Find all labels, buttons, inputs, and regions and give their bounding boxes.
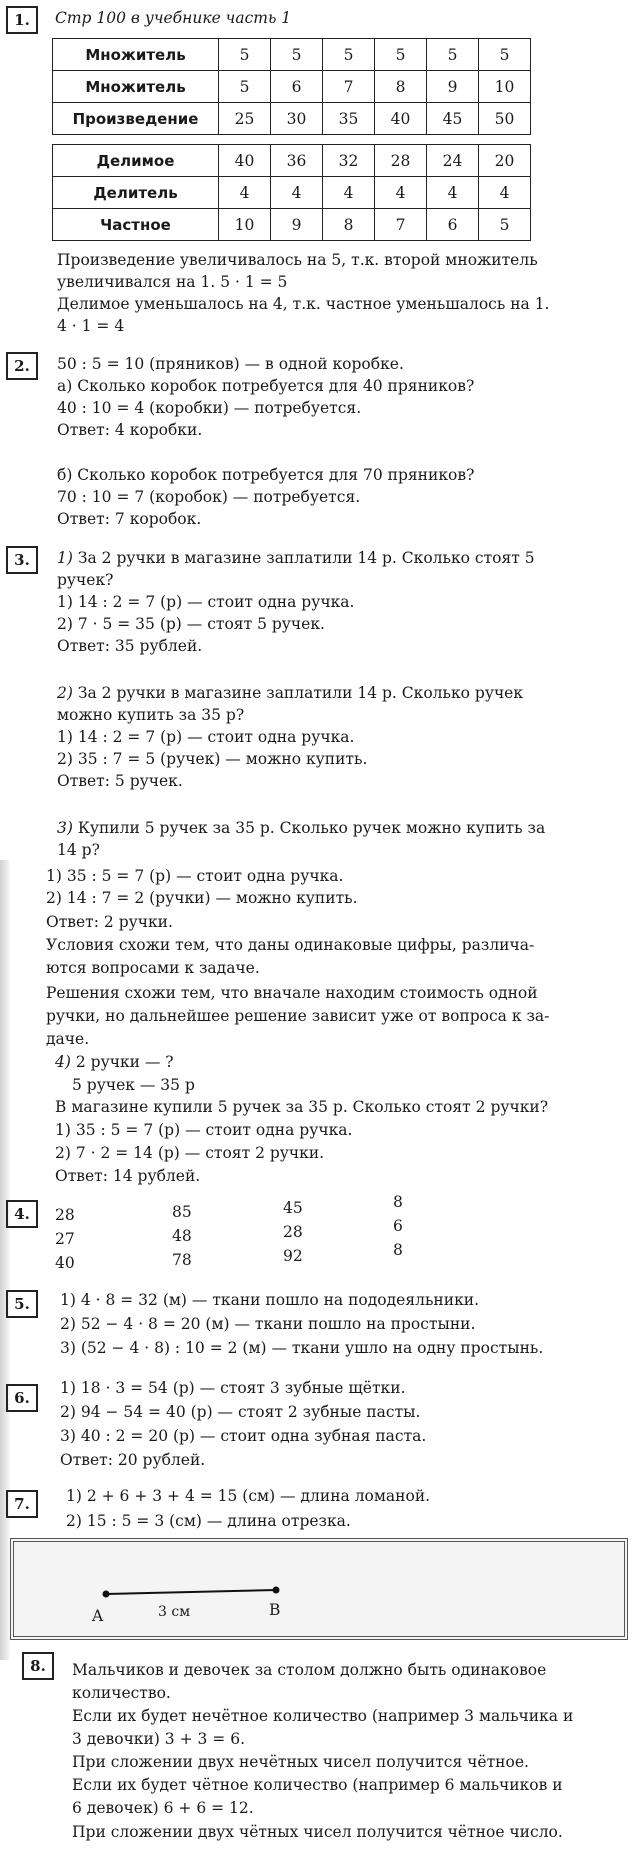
table-cell: 5 xyxy=(219,71,271,103)
text-line: 2) 7 · 2 = 14 (р) — стоят 2 ручки. xyxy=(55,1144,325,1162)
answer-value: 28 xyxy=(55,1206,75,1224)
text-line: ручки, но дальнейшее решение зависит уже от вопроса к за- xyxy=(46,1007,550,1025)
table-cell: 32 xyxy=(323,145,375,177)
text-line: ются вопросами к задаче. xyxy=(46,959,260,977)
answer-value: 78 xyxy=(172,1251,192,1269)
row-label: Множитель xyxy=(53,39,219,71)
table-cell: 36 xyxy=(271,145,323,177)
row-label: Частное xyxy=(53,209,219,241)
answer-value: 85 xyxy=(172,1203,192,1221)
text-line: 1) 4 · 8 = 32 (м) — ткани пошло на пододеяльники. xyxy=(60,1291,480,1309)
text-line: Если их будет нечётное количество (например 3 мальчика и xyxy=(72,1707,574,1725)
text-line: количество. xyxy=(72,1684,171,1702)
row-label: Произведение xyxy=(53,103,219,135)
text-line: Ответ: 5 ручек. xyxy=(57,772,183,790)
table-cell: 50 xyxy=(479,103,531,135)
text-line: Ответ: 4 коробки. xyxy=(57,421,203,439)
text-line: 2) 15 : 5 = 3 (см) — длина отрезка. xyxy=(66,1512,351,1530)
text-line: 2) 7 · 5 = 35 (р) — стоят 5 ручек. xyxy=(57,615,325,633)
text-line: 3) 40 : 2 = 20 (р) — стоит одна зубная паста. xyxy=(60,1427,427,1445)
table-cell: 8 xyxy=(375,71,427,103)
row-label: Делимое xyxy=(53,145,219,177)
table-cell: 28 xyxy=(375,145,427,177)
table-cell: 7 xyxy=(323,71,375,103)
text-line: 1) 2 + 6 + 3 + 4 = 15 (см) — длина ломаной. xyxy=(66,1487,431,1505)
table-cell: 5 xyxy=(479,39,531,71)
text-line: 1) 35 : 5 = 7 (р) — стоит одна ручка. xyxy=(46,867,344,885)
table-cell: 4 xyxy=(271,177,323,209)
text-line: 2) 14 : 7 = 2 (ручки) — можно купить. xyxy=(46,889,358,907)
subtask-marker: 3) xyxy=(57,819,73,837)
answer-column xyxy=(172,1200,192,1272)
text-line: Условия схожи тем, что даны одинаковые цифры, различа- xyxy=(46,936,535,954)
division-table xyxy=(52,144,531,241)
answer-value: 48 xyxy=(172,1227,192,1245)
task-number-2: 2. xyxy=(6,352,38,380)
text-line: Произведение увеличивалось на 5, т.к. второй множитель xyxy=(57,251,538,269)
text-line: Решения схожи тем, что вначале находим стоимость одной xyxy=(46,984,538,1002)
text-line: 1) 35 : 5 = 7 (р) — стоит одна ручка. xyxy=(55,1121,353,1139)
text-line: Ответ: 7 коробок. xyxy=(57,510,202,528)
table-cell: 6 xyxy=(427,209,479,241)
point-b-label: B xyxy=(269,1601,281,1619)
table-row xyxy=(53,71,531,103)
answer-value: 28 xyxy=(283,1223,303,1241)
page-reference: Стр 100 в учебнике часть 1 xyxy=(55,9,292,27)
text-line: 2) 94 − 54 = 40 (р) — стоят 2 зубные пасты. xyxy=(60,1403,421,1421)
text-line: При сложении двух чётных чисел получится чётное число. xyxy=(72,1823,563,1841)
answer-column xyxy=(393,1190,403,1262)
point-a-label: A xyxy=(92,1607,104,1625)
table-cell: 45 xyxy=(427,103,479,135)
task-number-3: 3. xyxy=(6,546,38,574)
table-cell: 35 xyxy=(323,103,375,135)
text-line: Ответ: 35 рублей. xyxy=(57,637,203,655)
text-line: 1) 14 : 2 = 7 (р) — стоит одна ручка. xyxy=(57,728,355,746)
table-cell: 25 xyxy=(219,103,271,135)
table-cell: 30 xyxy=(271,103,323,135)
table-cell: 4 xyxy=(375,177,427,209)
text-line: увеличивался на 1. 5 · 1 = 5 xyxy=(57,273,288,291)
text-line: 6 девочек) 6 + 6 = 12. xyxy=(72,1799,254,1817)
scan-shadow xyxy=(0,860,10,1660)
table-cell: 10 xyxy=(219,209,271,241)
text-line: 70 : 10 = 7 (коробок) — потребуется. xyxy=(57,488,361,506)
table-cell: 24 xyxy=(427,145,479,177)
text-line: Ответ: 2 ручки. xyxy=(46,913,173,931)
text-line: 4 · 1 = 4 xyxy=(57,317,125,335)
answer-value: 8 xyxy=(393,1241,403,1259)
text-line: Если их будет чётное количество (например 6 мальчиков и xyxy=(72,1776,563,1794)
table-cell: 5 xyxy=(375,39,427,71)
answer-value: 8 xyxy=(393,1193,403,1211)
text-line: В магазине купили 5 ручек за 35 р. Сколько стоят 2 ручки? xyxy=(55,1098,549,1116)
table-cell: 10 xyxy=(479,71,531,103)
text-line: За 2 ручки в магазине заплатили 14 р. Сколько ручек xyxy=(77,684,524,702)
text-line: Ответ: 20 рублей. xyxy=(60,1451,206,1469)
task-number-8: 8. xyxy=(22,1652,54,1680)
table-cell: 5 xyxy=(427,39,479,71)
table-cell: 7 xyxy=(375,209,427,241)
answer-value: 45 xyxy=(283,1199,303,1217)
subtask-marker: 2) xyxy=(57,684,73,702)
point-b-dot xyxy=(273,1587,280,1594)
task-number-4: 4. xyxy=(6,1200,38,1228)
task-number-6: 6. xyxy=(6,1384,38,1412)
task-number-7: 7. xyxy=(6,1490,38,1518)
text-line: 2 ручки — ? xyxy=(75,1053,174,1071)
text-line: 2) 35 : 7 = 5 (ручек) — можно купить. xyxy=(57,750,368,768)
text-line: 1) 14 : 2 = 7 (р) — стоит одна ручка. xyxy=(57,593,355,611)
row-label: Делитель xyxy=(53,177,219,209)
text-line: При сложении двух нечётных чисел получится чётное. xyxy=(72,1753,529,1771)
answer-column xyxy=(283,1196,303,1268)
table-cell: 6 xyxy=(271,71,323,103)
table-cell: 4 xyxy=(219,177,271,209)
point-a-dot xyxy=(103,1591,110,1598)
row-label: Множитель xyxy=(53,71,219,103)
text-line: 3 девочки) 3 + 3 = 6. xyxy=(72,1730,245,1748)
table-cell: 9 xyxy=(427,71,479,103)
task-number-1: 1. xyxy=(6,6,38,34)
table-row xyxy=(53,177,531,209)
table-cell: 4 xyxy=(427,177,479,209)
table-cell: 40 xyxy=(375,103,427,135)
answer-value: 92 xyxy=(283,1247,303,1265)
multiplication-table xyxy=(52,38,531,135)
task-number-5: 5. xyxy=(6,1290,38,1318)
answer-column xyxy=(55,1203,75,1275)
segment-line xyxy=(106,1590,276,1594)
table-row xyxy=(53,103,531,135)
table-cell: 9 xyxy=(271,209,323,241)
segment-drawing xyxy=(14,1542,624,1636)
text-line: а) Сколько коробок потребуется для 40 пряников? xyxy=(57,377,475,395)
table-cell: 8 xyxy=(323,209,375,241)
table-cell: 4 xyxy=(479,177,531,209)
text-line: 50 : 5 = 10 (пряников) — в одной коробке. xyxy=(57,355,404,373)
table-cell: 4 xyxy=(323,177,375,209)
segment-length-label: 3 см xyxy=(158,1604,191,1620)
text-line: можно купить за 35 р? xyxy=(57,706,245,724)
text-line: 5 ручек — 35 р xyxy=(72,1076,195,1094)
answer-value: 27 xyxy=(55,1230,75,1248)
text-line: Делимое уменьшалось на 4, т.к. частное уменьшалось на 1. xyxy=(57,295,550,313)
table-row xyxy=(53,145,531,177)
table-cell: 40 xyxy=(219,145,271,177)
text-line: Купили 5 ручек за 35 р. Сколько ручек можно купить за xyxy=(77,819,546,837)
text-line: ручек? xyxy=(57,571,114,589)
text-line: б) Сколько коробок потребуется для 70 пряников? xyxy=(57,466,475,484)
table-row xyxy=(53,39,531,71)
text-line: 1) 18 · 3 = 54 (р) — стоят 3 зубные щётки. xyxy=(60,1379,406,1397)
table-cell: 5 xyxy=(219,39,271,71)
table-cell: 5 xyxy=(271,39,323,71)
text-line: Ответ: 14 рублей. xyxy=(55,1167,201,1185)
answer-value: 6 xyxy=(393,1217,403,1235)
table-row xyxy=(53,209,531,241)
table-cell: 20 xyxy=(479,145,531,177)
table-cell: 5 xyxy=(479,209,531,241)
subtask-marker: 4) xyxy=(55,1053,71,1071)
text-line: 40 : 10 = 4 (коробки) — потребуется. xyxy=(57,399,362,417)
subtask-marker: 1) xyxy=(57,549,73,567)
text-line: 3) (52 − 4 · 8) : 10 = 2 (м) — ткани ушло на одну простынь. xyxy=(60,1339,544,1357)
text-line: Мальчиков и девочек за столом должно быть одинаковое xyxy=(72,1661,547,1679)
segment-drawing-box xyxy=(10,1538,628,1640)
text-line: 2) 52 − 4 · 8 = 20 (м) — ткани пошло на простыни. xyxy=(60,1315,476,1333)
answer-value: 40 xyxy=(55,1254,75,1272)
text-line: даче. xyxy=(46,1030,90,1048)
text-line: 14 р? xyxy=(57,841,100,859)
table-cell: 5 xyxy=(323,39,375,71)
text-line: За 2 ручки в магазине заплатили 14 р. Сколько стоят 5 xyxy=(77,549,535,567)
